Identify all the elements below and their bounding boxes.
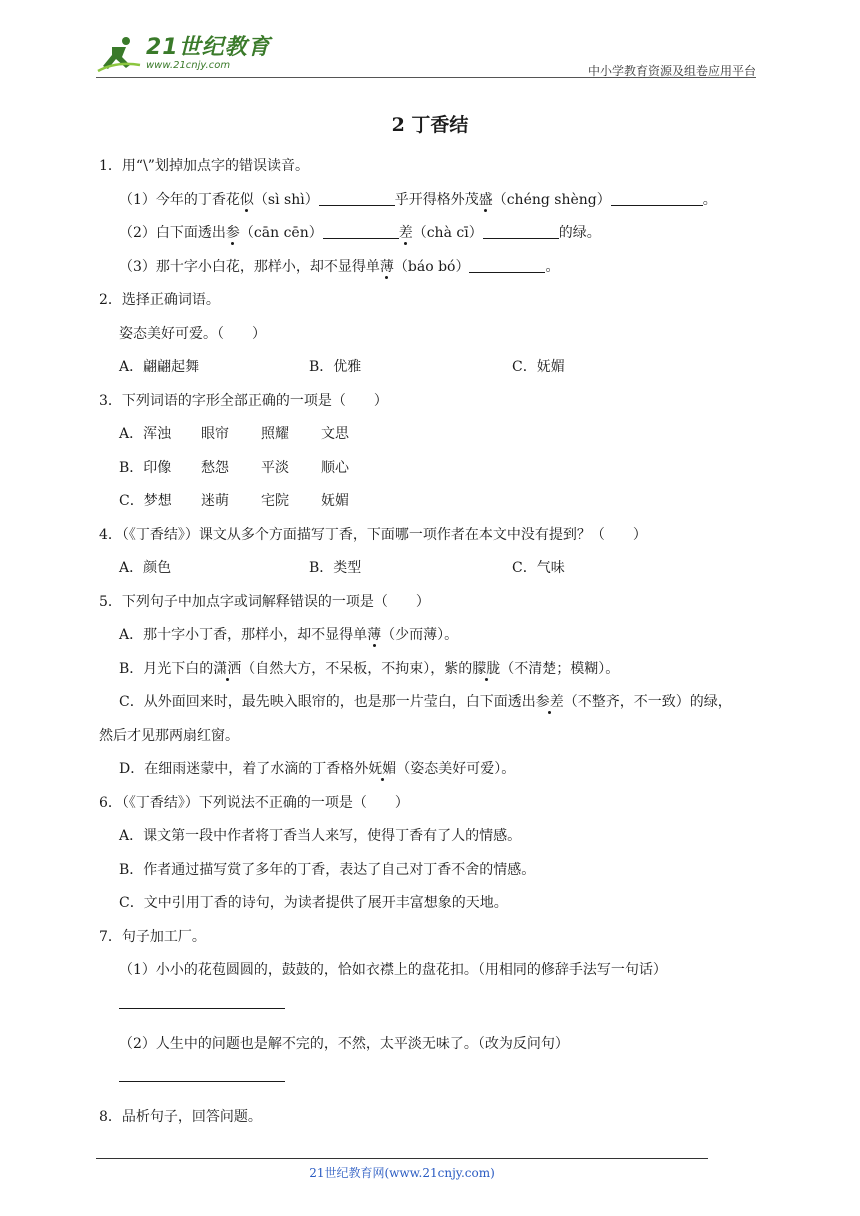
question-5-option-b[interactable]: B．月光下白的潇洒（自然大方，不呆板，不拘束），紫的朦胧（不清楚；模糊）。 bbox=[119, 660, 620, 677]
question-1-stem: 1．用“\”划掉加点字的错误读音。 bbox=[99, 158, 309, 174]
page-header bbox=[96, 30, 756, 78]
site-logo bbox=[96, 34, 271, 74]
logo-name: 21世纪教育 bbox=[146, 35, 271, 60]
question-2-prompt: 姿态美好可爱。（ ） bbox=[119, 325, 266, 342]
question-8-stem: 8．品析句子，回答问题。 bbox=[99, 1109, 262, 1125]
header-divider bbox=[96, 77, 756, 78]
answer-blank[interactable] bbox=[611, 191, 703, 206]
question-1-item-2: （2）白下面透出参（cān cēn） 差（chà cī） 的绿。 bbox=[119, 225, 601, 241]
option-a[interactable]: A．翩翩起舞 bbox=[119, 359, 200, 375]
option-a[interactable]: A．颜色 bbox=[119, 560, 172, 576]
question-4-stem: 4．（《丁香结》）课文从多个方面描写丁香，下面哪一项作者在本文中没有提到？（ ） bbox=[99, 526, 647, 543]
question-4-options bbox=[99, 552, 779, 586]
option-b[interactable]: B．类型 bbox=[309, 560, 362, 576]
question-6-option-c[interactable]: C．文中引用丁香的诗句，为读者提供了展开丰富想象的天地。 bbox=[119, 895, 508, 911]
question-5-option-d[interactable]: D．在细雨迷蒙中，着了水滴的丁香格外妩媚（姿态美好可爱）。 bbox=[119, 761, 516, 777]
question-5-stem: 5．下列句子中加点字或词解释错误的一项是（ ） bbox=[99, 593, 430, 610]
footer-link[interactable]: 21世纪教育网(www.21cnjy.com) bbox=[309, 1166, 495, 1180]
question-7-stem: 7．句子加工厂。 bbox=[99, 928, 206, 945]
question-6-stem: 6．（《丁香结》）下列说法不正确的一项是（ ） bbox=[99, 794, 409, 811]
option-c[interactable]: C．气味 bbox=[512, 560, 565, 576]
answer-blank[interactable] bbox=[323, 224, 399, 239]
answer-line[interactable] bbox=[99, 1061, 779, 1101]
question-list bbox=[99, 150, 779, 1135]
question-6-option-a[interactable]: A．课文第一段中作者将丁香当人来写，使得丁香有了人的情感。 bbox=[119, 828, 522, 844]
question-3-option-b[interactable]: B．印像 愁怨 平淡 顺心 bbox=[119, 459, 349, 476]
question-3-option-a[interactable]: A．浑浊 眼帘 照耀 文思 bbox=[119, 426, 349, 442]
question-3-option-c[interactable]: C．梦想 迷萌 宅院 妩媚 bbox=[119, 493, 349, 509]
question-6-option-b[interactable]: B．作者通过描写赏了多年的丁香，表达了自己对丁香不舍的情感。 bbox=[119, 861, 536, 878]
question-5-option-c[interactable]: C．从外面回来时，最先映入眼帘的，也是那一片莹白，白下面透出参差（不整齐，不一致）的绿， bbox=[119, 694, 732, 710]
question-2-options bbox=[99, 351, 779, 385]
question-7-item-2: （2）人生中的问题也是解不完的，不然，太平淡无味了。（改为反问句） bbox=[119, 1035, 569, 1052]
question-5-option-c-continued: 然后才见那两扇红窗。 bbox=[99, 727, 239, 744]
answer-blank[interactable] bbox=[483, 224, 559, 239]
platform-tagline: 中小学教育资源及组卷应用平台 bbox=[587, 64, 756, 78]
question-2-stem: 2．选择正确词语。 bbox=[99, 292, 220, 308]
answer-blank[interactable] bbox=[319, 191, 395, 206]
question-3-stem: 3．下列词语的字形全部正确的一项是（ ） bbox=[99, 392, 388, 409]
option-b[interactable]: B．优雅 bbox=[309, 359, 362, 375]
page-title: 2 丁香结 bbox=[391, 114, 469, 136]
logo-url: www.21cnjy.com bbox=[146, 60, 231, 71]
question-5-option-a[interactable]: A．那十字小丁香，那样小，却不显得单薄（少而薄）。 bbox=[119, 627, 459, 643]
answer-line[interactable] bbox=[99, 988, 779, 1028]
question-1-item-3: （3）那十字小白花，那样小，却不显得单薄（báo bó） 。 bbox=[119, 258, 560, 275]
runner-logo-icon bbox=[96, 35, 142, 73]
footer-divider bbox=[96, 1158, 708, 1159]
question-7-item-1: （1）小小的花苞圆圆的，鼓鼓的，恰如衣襟上的盘花扣。（用相同的修辞手法写一句话） bbox=[119, 962, 667, 978]
question-1-item-1: （1）今年的丁香花似（sì shì） 乎开得格外茂盛（chéng shèng） 。 bbox=[119, 191, 717, 208]
option-c[interactable]: C．妩媚 bbox=[512, 359, 565, 375]
answer-blank[interactable] bbox=[469, 258, 545, 273]
